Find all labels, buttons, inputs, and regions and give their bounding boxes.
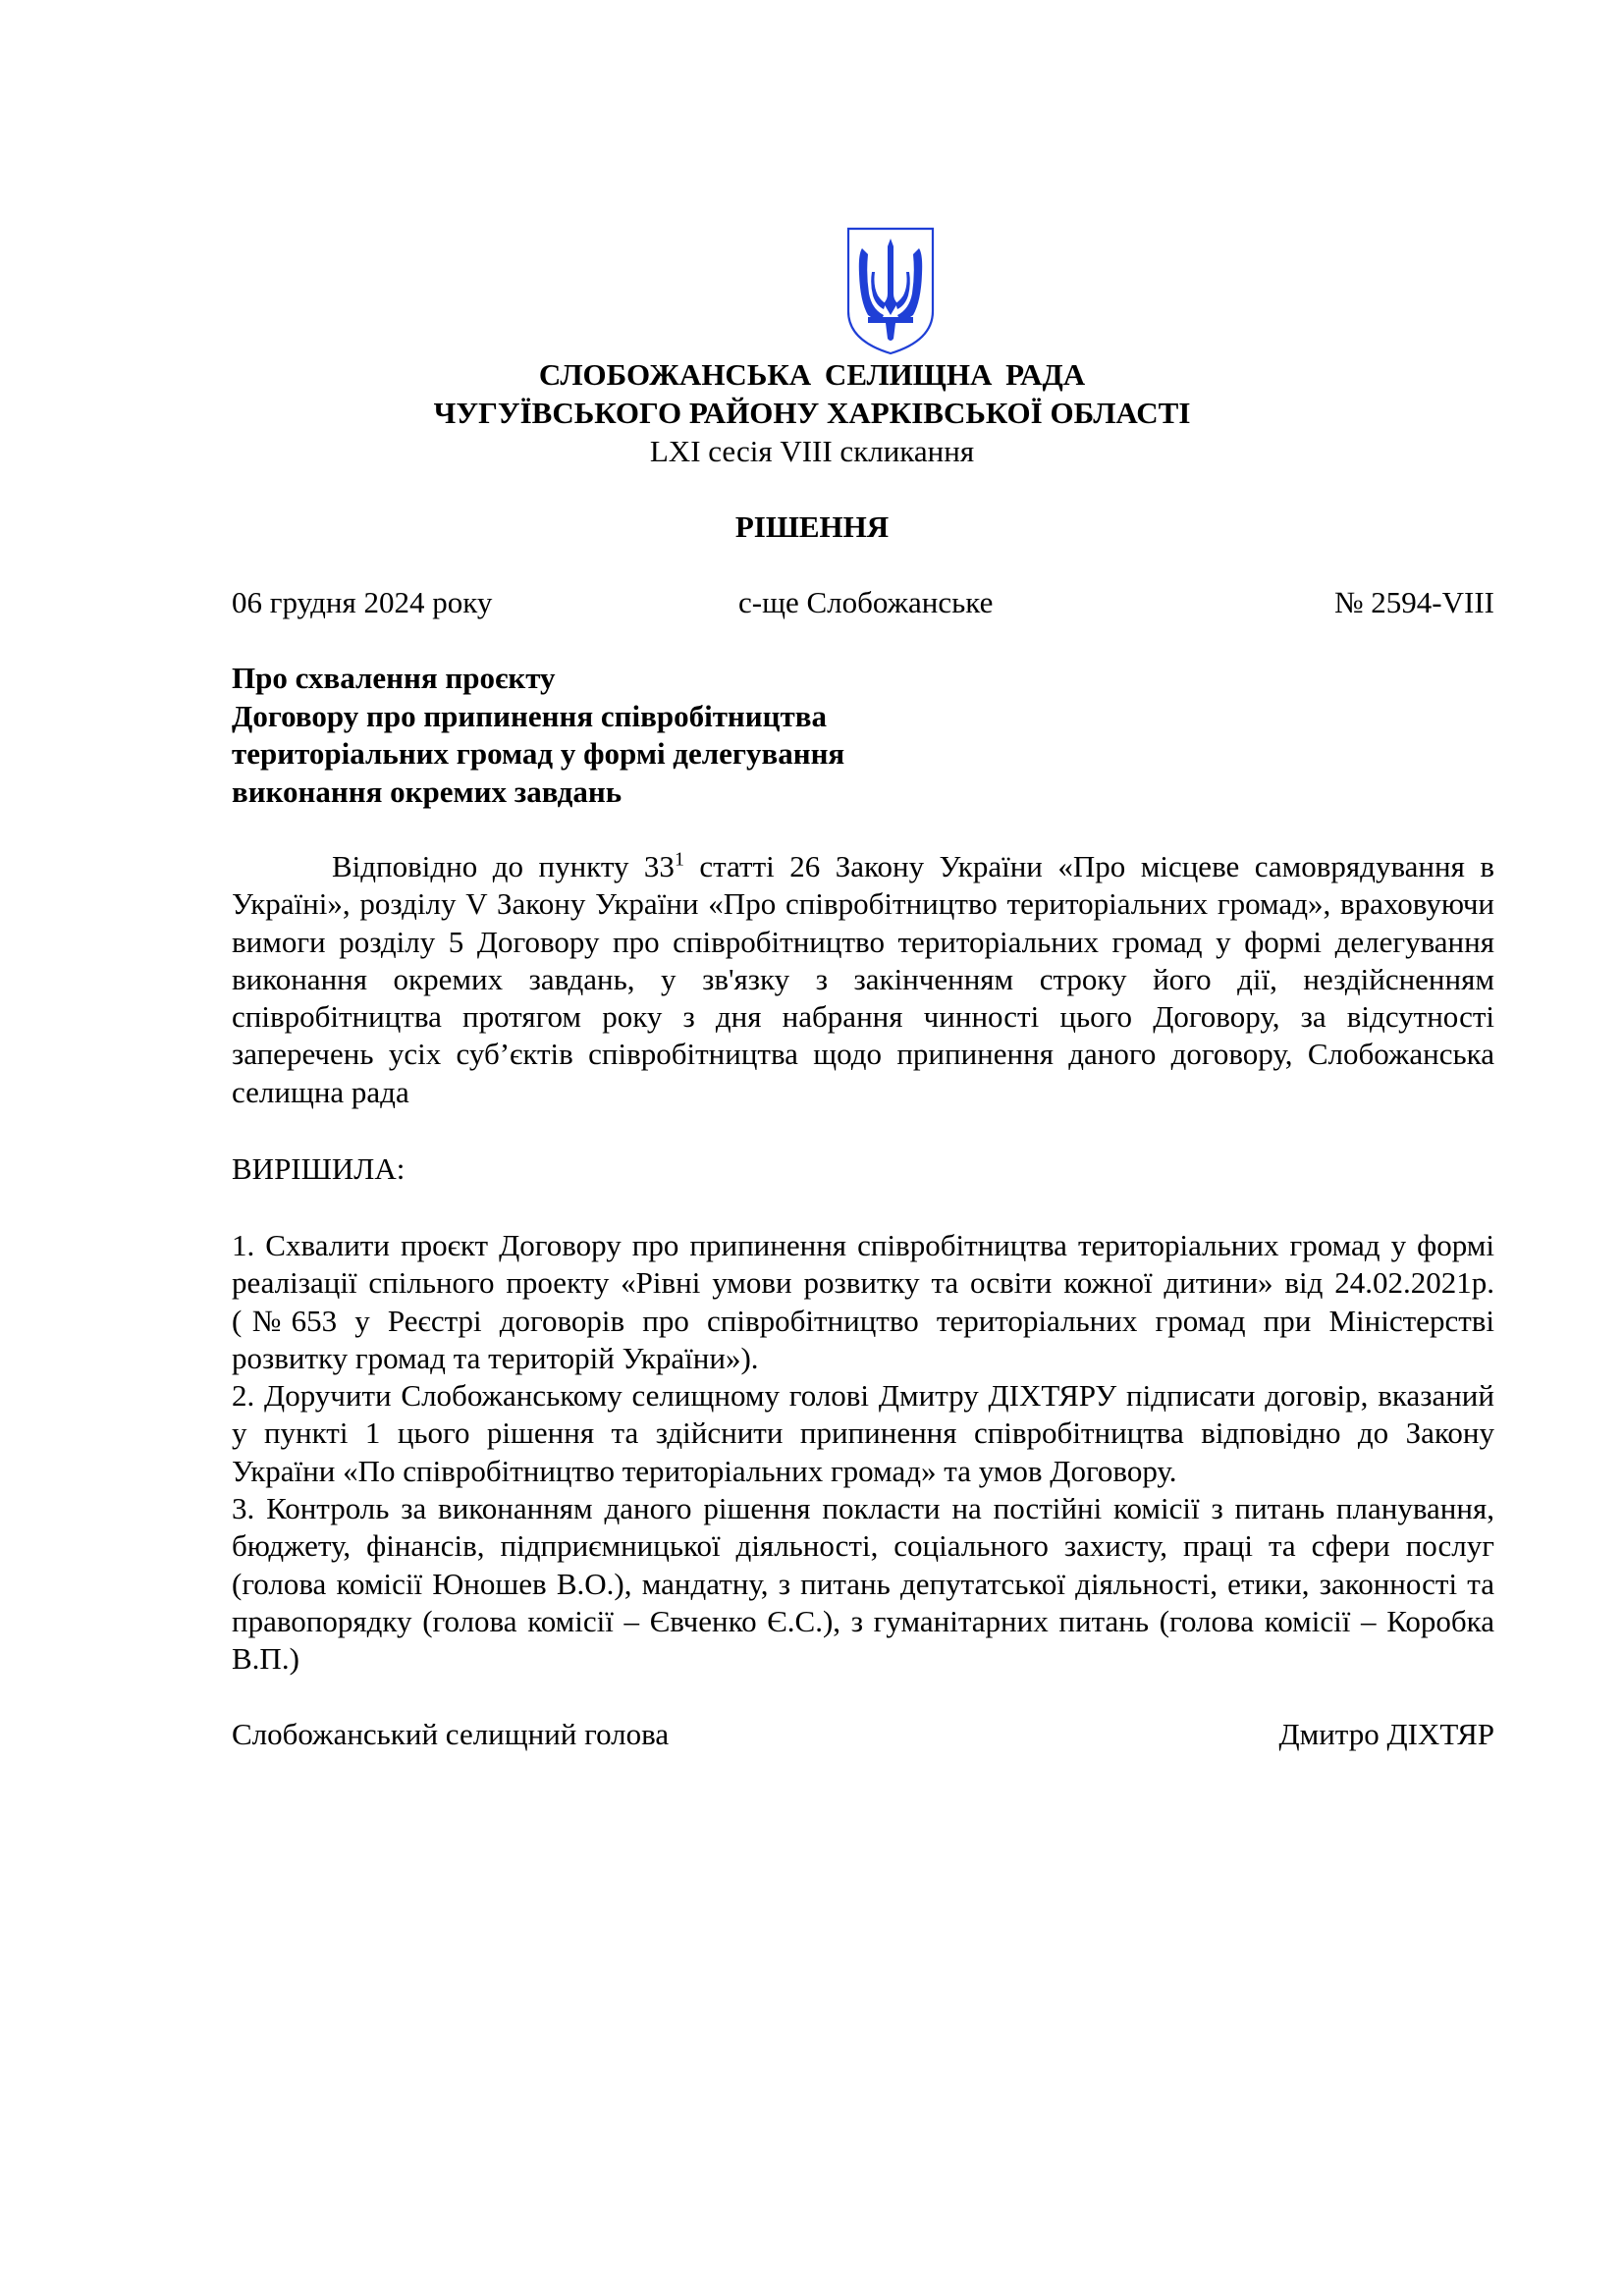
document-type: РІШЕННЯ — [734, 509, 890, 544]
tryzub-coat-of-arms-icon — [842, 225, 939, 356]
preamble-superscript: 1 — [674, 848, 684, 871]
preamble-rest: статті 26 Закону України «Про місцеве самоврядування в Україні», розділу V Закону України «Про співробітництво територіальних громад», враховуючи вимоги розділу 5 Договору про співробітництво територіальних громад у формі делегування виконання окремих завдань, у зв'язку з закінченням строку його дії, нездійсненням співробітництва протягом року з дня набрання чинності цього Договору, за відсутності заперечень усіх суб’єктів співробітництва щодо припинення даного договору, Слобожанська селищна рада — [232, 849, 1494, 1109]
subject-line: Про схвалення проєкту — [232, 661, 556, 695]
decision-item-2: 2. Доручити Слобожанському селищному голові Дмитру ДІХТЯРУ підписати договір, вказаний у пункті 1 цього рішення та здійснити припинення співробітництва відповідно до Закону України «По співробітництво територіальних громад» та умов Договору. — [232, 1378, 1494, 1488]
subject-line: територіальних громад у формі делегування — [232, 736, 845, 771]
signatory-position: Слобожанський селищний голова — [232, 1717, 670, 1751]
decision-date: 06 грудня 2024 року — [232, 585, 493, 619]
decision-number: № 2594-VIII — [1333, 585, 1494, 619]
preamble-paragraph — [232, 848, 1494, 1111]
decision-subject — [232, 660, 1017, 811]
decided-heading: ВИРІШИЛА: — [232, 1151, 406, 1186]
decision-place: с-ще Слобожанське — [738, 585, 994, 619]
session-label: LXI сесія VIII скликання — [649, 434, 975, 468]
preamble-start: Відповідно до пункту 33 — [332, 849, 675, 883]
decision-items — [232, 1227, 1494, 1679]
council-name: СЛОБОЖАНСЬКА СЕЛИЩНА РАДА — [538, 357, 1086, 392]
subject-line: Договору про припинення співробітництва — [232, 698, 827, 733]
district-name: ЧУГУЇВСЬКОГО РАЙОНУ ХАРКІВСЬКОЇ ОБЛАСТІ — [433, 396, 1191, 430]
signatory-name: Дмитро ДІХТЯР — [1278, 1717, 1494, 1751]
subject-line: виконання окремих завдань — [232, 774, 623, 809]
decision-item-3: 3. Контроль за виконанням даного рішення покласти на постійні комісії з питань планування, бюджету, фінансів, підприємницької діяльності, соціального захисту, праці та сфери послуг (голова комісії Юношев В.О.), мандатну, з питань депутатської діяльності, етики, законності та правопорядку (голова комісії – Євченко Є.С.), з гуманітарних питань (голова комісії – Коробка В.П.) — [232, 1491, 1494, 1677]
decision-item-1: 1. Схвалити проєкт Договору про припинення співробітництва територіальних громад у формі реалізації спільного проекту «Рівні умови розвитку та освіти кожної дитини» від 24.02.2021р. (№653 у Реєстрі договорів про співробітництво територіальних громад при Міністерстві розвитку громад та територій України»). — [232, 1228, 1494, 1375]
